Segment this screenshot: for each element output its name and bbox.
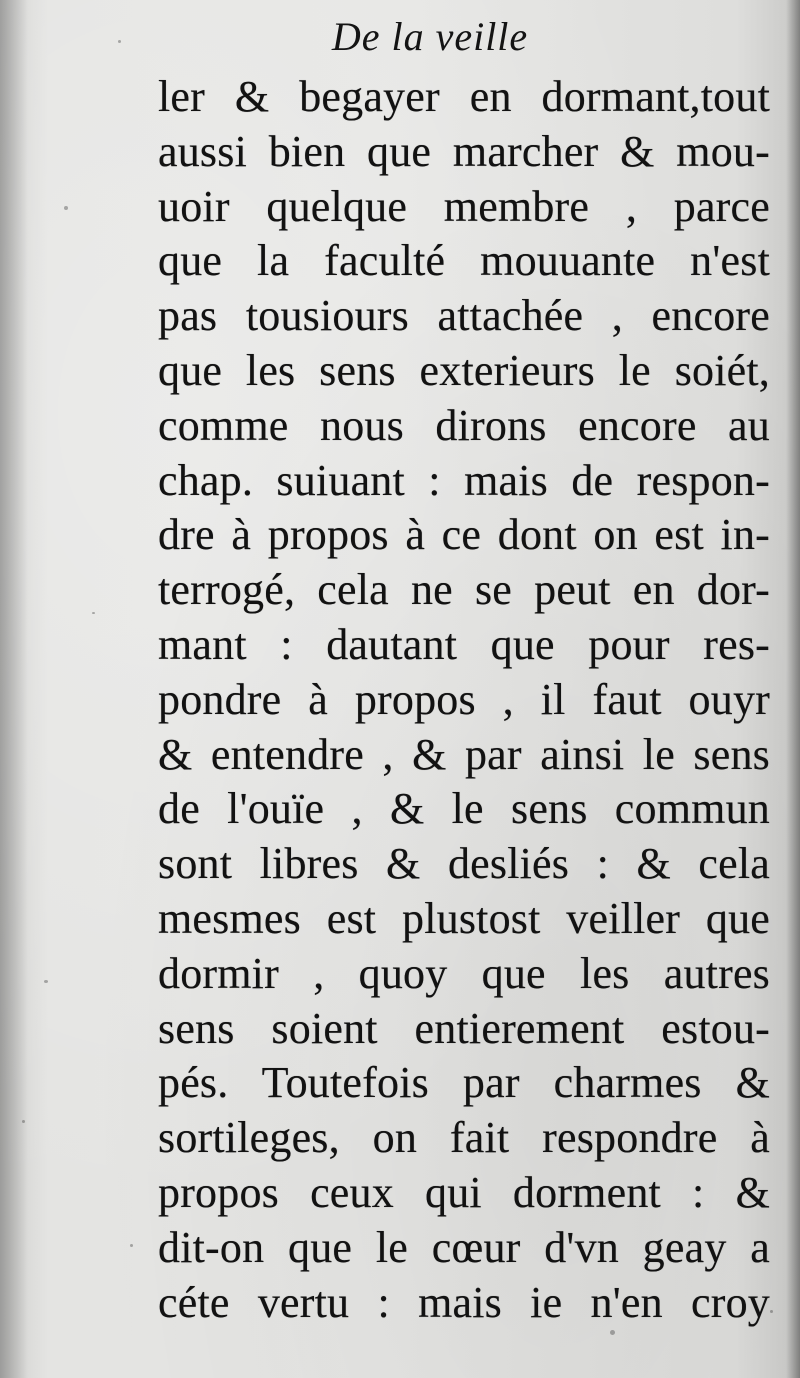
text-line: dormir , quoy que les autres	[158, 948, 770, 998]
text-line: pas tousiours attachée , encore	[158, 291, 770, 341]
text-line: pés. Toutefois par charmes &	[158, 1058, 770, 1108]
text-line: aussi bien que marcher & mou-	[158, 126, 770, 176]
text-line: sont libres & desliés : & cela	[158, 839, 770, 889]
text-line: céte vertu : mais ie n'en croy	[158, 1277, 770, 1327]
text-line: & entendre , & par ainsi le sens	[158, 729, 770, 779]
text-line: uoir quelque membre , parce	[158, 181, 770, 231]
text-line: propos ceux qui dorment : &	[158, 1167, 770, 1217]
text-line: sens soient entierement estou-	[158, 1003, 770, 1053]
text-line: sortileges, on fait respondre à	[158, 1113, 770, 1163]
text-line: que la faculté mouuante n'est	[158, 236, 770, 286]
text-line: pondre à propos , il faut ouyr	[158, 674, 770, 724]
text-line: dre à propos à ce dont on est in-	[158, 510, 770, 560]
text-line: de l'ouïe , & le sens commun	[158, 784, 770, 834]
text-line: que les sens exterieurs le soiét,	[158, 345, 770, 395]
running-head: De la veille	[331, 14, 529, 59]
text-line: terrogé, cela ne se peut en dor-	[158, 565, 770, 615]
text-line: mesmes est plustost veiller que	[158, 893, 770, 943]
edge-shadow	[786, 0, 800, 1378]
text-line: mant : dautant que pour res-	[158, 619, 770, 669]
text-line: dit-on que le cœur d'vn geay a	[158, 1222, 770, 1272]
text-line: comme nous dirons encore au	[158, 400, 770, 450]
gutter-shadow	[0, 0, 28, 1378]
text-line: ler & begayer en dormant,tout	[158, 72, 770, 121]
text-line: chap. suiuant : mais de respon-	[158, 455, 770, 505]
body-text	[158, 70, 770, 1330]
